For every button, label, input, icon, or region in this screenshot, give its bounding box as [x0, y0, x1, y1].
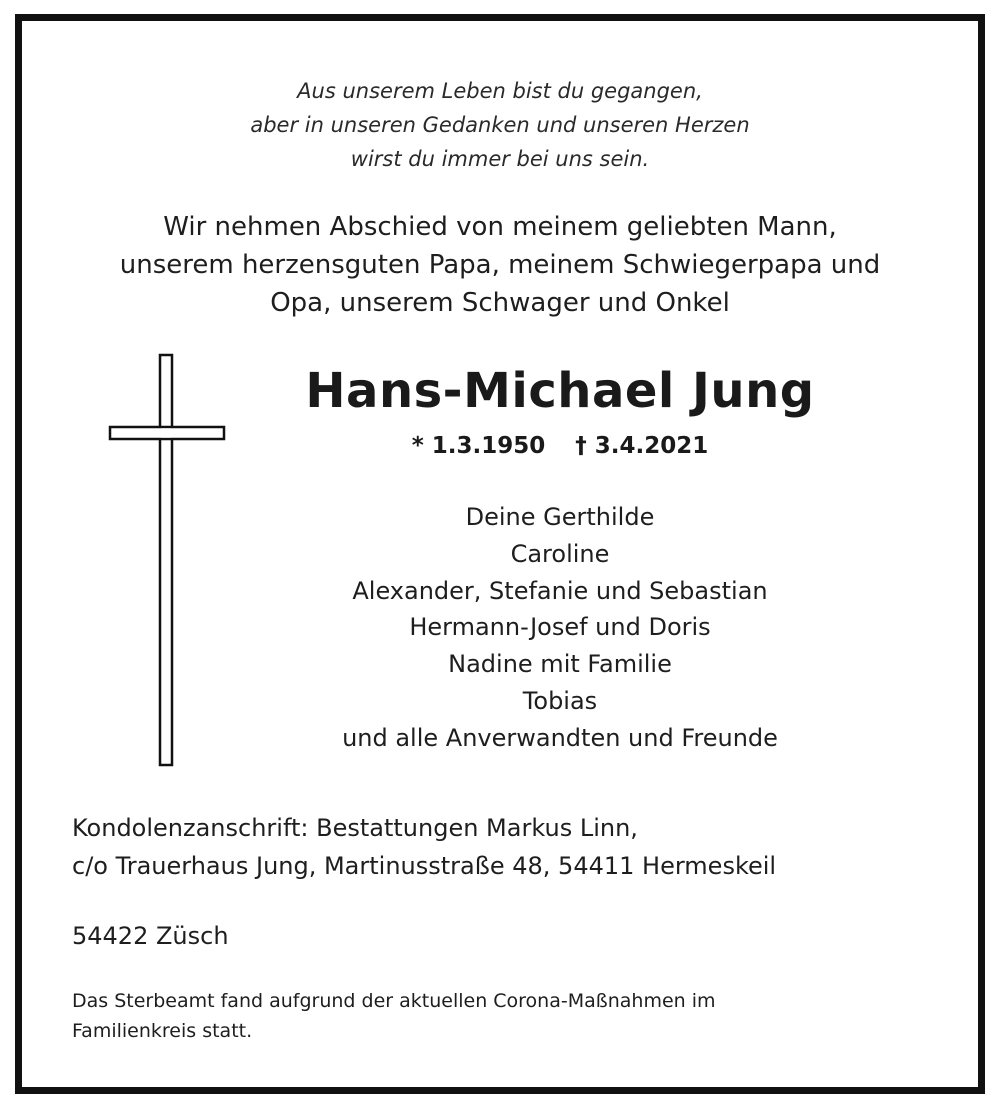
birth-date: * 1.3.1950: [411, 433, 546, 459]
farewell-text: [22, 208, 978, 322]
mourner-line: Deine Gerthilde: [465, 503, 655, 531]
cross-icon: [108, 353, 228, 767]
motto-line: Aus unserem Leben bist du gegangen,: [297, 79, 703, 103]
note-line: Das Sterbeamt fand aufgrund der aktuellen Corona-Maßnahmen im: [72, 990, 716, 1012]
deceased-name: Hans-Michael Jung: [305, 363, 815, 419]
note-line: Familienkreis statt.: [72, 1020, 253, 1042]
mourner-line: Tobias: [522, 686, 598, 715]
service-note: [72, 986, 716, 1046]
mourner-line: Alexander, Stefanie und Sebastian: [352, 576, 768, 605]
condolence-address: [72, 809, 776, 885]
motto-line: aber in unseren Gedanken und unseren Herzen: [250, 113, 750, 137]
obituary-frame: [15, 14, 985, 1094]
farewell-line: Opa, unserem Schwager und Onkel: [270, 288, 730, 318]
address-line: c/o Trauerhaus Jung, Martinusstraße 48, 54411 Hermeskeil: [72, 852, 777, 880]
death-date: † 3.4.2021: [575, 433, 709, 459]
motto-line: wirst du immer bei uns sein.: [350, 147, 650, 171]
address-line: Kondolenzanschrift: Bestattungen Markus Linn,: [72, 814, 638, 842]
life-dates: [380, 431, 740, 461]
town-line: 54422 Züsch: [72, 922, 229, 950]
mourner-line: Caroline: [510, 539, 610, 568]
farewell-line: unserem herzensguten Papa, meinem Schwiegerpapa und: [119, 250, 881, 280]
mourner-line: Nadine mit Familie: [448, 650, 672, 679]
farewell-line: Wir nehmen Abschied von meinem geliebten Mann,: [163, 212, 837, 242]
motto-quote: [22, 74, 978, 176]
mourner-line: Hermann-Josef und Doris: [409, 613, 711, 642]
mourners-list: [280, 499, 840, 757]
mourner-line: und alle Anverwandten und Freunde: [342, 723, 778, 752]
